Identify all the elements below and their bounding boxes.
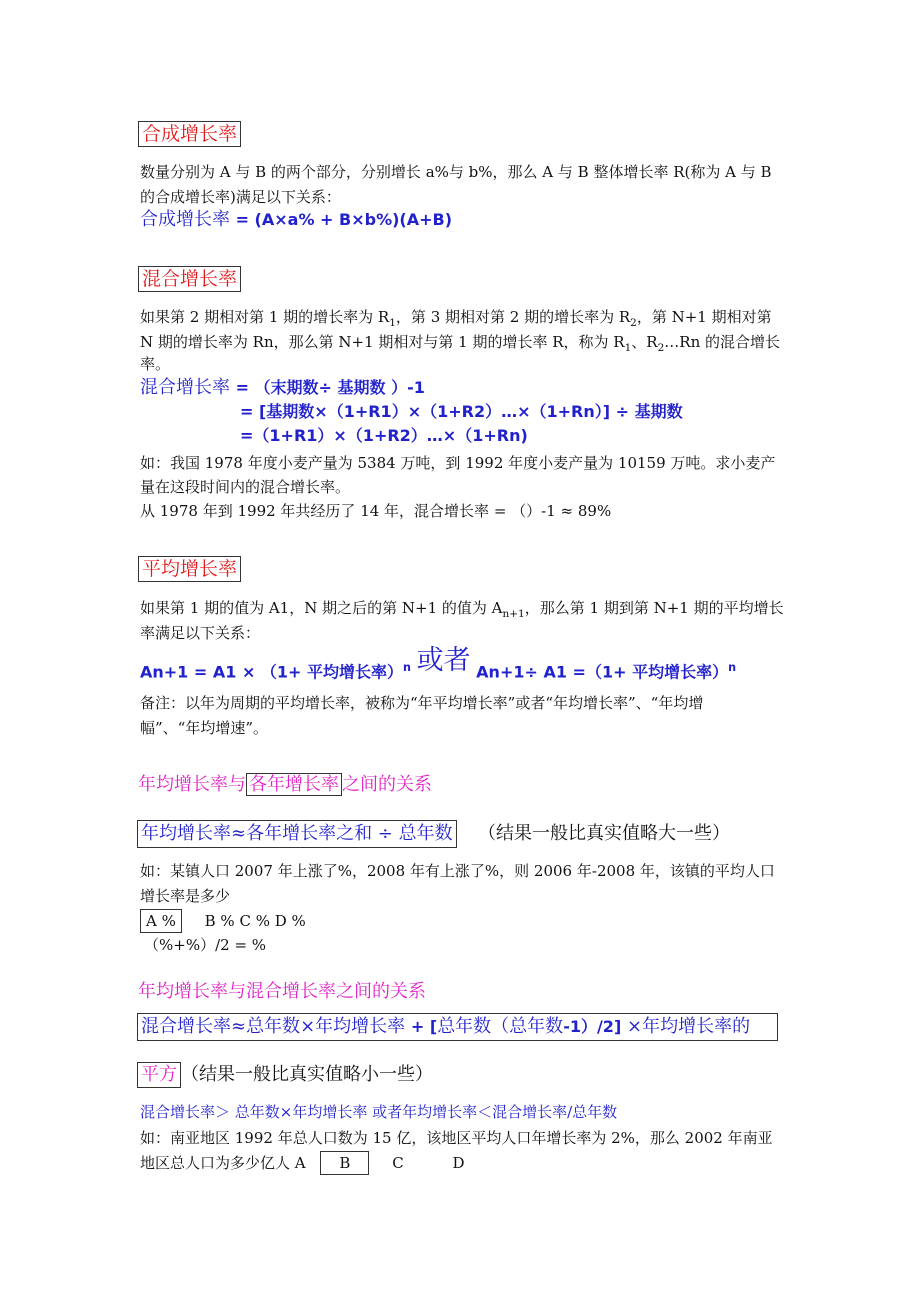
answer-options xyxy=(140,909,306,933)
paragraph-line xyxy=(140,597,784,625)
example-line: 如：我国 1978 年度小麦产量为 5384 万吨，到 1992 年度小麦产量为 10159 万吨。求小麦产 xyxy=(140,454,776,472)
paragraph-line xyxy=(140,331,780,359)
title-boxed-part: 各年增长率 xyxy=(246,773,342,796)
example-line: 增长率是多少 xyxy=(140,887,231,905)
other-options: B % C % D % xyxy=(204,912,306,930)
text-run: 如果第 1 期的值为 A1，N 期之后的第 N+1 的值为 A xyxy=(140,599,503,617)
note-line: 备注：以年为周期的平均增长率，被称为“年平均增长率”或者“年均增长率”、“年均增 xyxy=(140,694,704,712)
mixed-growth-formula-line-1 xyxy=(140,376,425,400)
subscript: n+1 xyxy=(502,608,525,620)
paragraph-line: 数量分别为 A 与 B 的两个部分，分别增长 a%与 b%，那么 A 与 B 整体增长率 R(称为 A 与 B xyxy=(140,163,772,181)
formula-part: 总年数（总年数 xyxy=(437,1016,564,1037)
paragraph-line: 率满足以下关系： xyxy=(140,624,261,642)
section-title-composite-growth: 合成增长率 xyxy=(138,121,241,147)
annual-vs-yearly-formula-box: 年均增长率≈各年增长率之和 ÷ 总年数 xyxy=(137,820,457,848)
formula-part: -1）/2] xyxy=(563,1017,622,1036)
exponent-n: n xyxy=(403,661,412,674)
relation-line: 混合增长率＞ 总年数×年均增长率 或者年均增长率＜混合增长率/总年数 xyxy=(140,1103,618,1121)
example-line: 如：南亚地区 1992 年总人口数为 15 亿，该地区平均人口年增长率为 2%，那么 2002 年南亚 xyxy=(140,1129,773,1147)
option-b-selected: B xyxy=(320,1151,369,1175)
section-title-annual-vs-yearly xyxy=(138,773,432,797)
text-run: 地区总人口为多少亿人 A xyxy=(140,1154,306,1172)
formula-label: 混合增长率 xyxy=(140,377,230,398)
example-line xyxy=(140,1151,465,1175)
text-run: 、R xyxy=(631,333,658,351)
note-line: 幅”、“年均增速”。 xyxy=(140,719,269,737)
section-title-annual-vs-mixed: 年均增长率与混合增长率之间的关系 xyxy=(138,981,426,1002)
title-part: 之间的关系 xyxy=(342,774,432,795)
option-c: C xyxy=(392,1154,404,1172)
formula-expression: = (A×a% + B×b%)(A+B) xyxy=(230,210,453,229)
formula-remark: （结果一般比真实值略大一些） xyxy=(478,823,730,844)
paragraph-line: 率。 xyxy=(140,355,171,373)
formula-label: 合成增长率 xyxy=(140,209,230,230)
text-run: ，那么第 1 期到第 N+1 期的平均增长 xyxy=(524,599,784,617)
subscript: 1 xyxy=(389,317,396,329)
text-run: …Rn 的混合增长 xyxy=(664,333,781,351)
annual-vs-mixed-formula-box xyxy=(137,1013,778,1041)
boxed-square-word: 平方 xyxy=(137,1062,181,1088)
example-line: 从 1978 年到 1992 年共经历了 14 年，混合增长率 = （）-1 ≈ 89% xyxy=(140,502,612,520)
example-line: 量在这段时间内的混合增长率。 xyxy=(140,478,351,496)
option-a-selected: A % xyxy=(140,909,182,933)
section-title-mixed-growth: 混合增长率 xyxy=(138,266,241,292)
text-run: 如果第 2 期相对第 1 期的增长率为 R xyxy=(140,308,390,326)
text-run: ，第 3 期相对第 2 期的增长率为 R xyxy=(395,308,631,326)
subscript: 2 xyxy=(630,317,637,329)
formula-part: + [ xyxy=(410,1017,438,1036)
average-growth-formula xyxy=(140,645,737,684)
mixed-growth-formula-line-2: = [基期数×（1+R1）×（1+R2）…×（1+Rn）] ÷ 基期数 xyxy=(240,402,683,421)
or-connector: 或者 xyxy=(416,645,471,677)
subscript: 2 xyxy=(657,342,665,354)
formula-right: An+1÷ A1 =（1+ 平均增长率） xyxy=(476,662,729,682)
formula-expression: = （末期数÷ 基期数 ）-1 xyxy=(230,378,425,397)
exponent-n: n xyxy=(728,661,737,674)
formula-left: An+1 = A1 × （1+ 平均增长率） xyxy=(140,662,404,682)
subscript: 1 xyxy=(624,342,632,354)
text-run: N 期的增长率为 Rn，那么第 N+1 期相对与第 1 期的增长率 R，称为 R xyxy=(140,333,625,351)
formula-remark: （结果一般比真实值略小一些） xyxy=(181,1064,433,1085)
text-run: ，第 N+1 期相对第 xyxy=(636,308,772,326)
option-d: D xyxy=(452,1154,465,1172)
formula-part: ×年均增长率的 xyxy=(621,1016,751,1037)
mixed-growth-formula-line-3: =（1+R1）×（1+R2）…×（1+Rn) xyxy=(240,426,528,445)
paragraph-line: 的合成增长率)满足以下关系： xyxy=(140,188,341,206)
example-line: 如：某镇人口 2007 年上涨了%，2008 年有上涨了%，则 2006 年-2008 年，该镇的平均人口 xyxy=(140,862,775,880)
title-part: 年均增长率与 xyxy=(138,774,246,795)
paragraph-line xyxy=(140,306,772,334)
formula-continuation xyxy=(137,1062,433,1088)
formula-part: 混合增长率≈总年数×年均增长率 xyxy=(141,1016,411,1037)
section-title-average-growth: 平均增长率 xyxy=(138,556,241,582)
calculation-line: （%+%）/2 = % xyxy=(144,936,267,954)
composite-growth-formula xyxy=(140,208,452,232)
